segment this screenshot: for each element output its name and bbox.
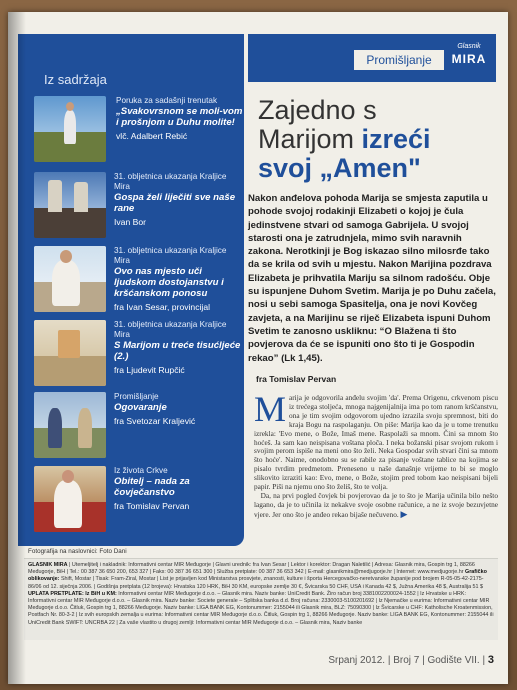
contents-item[interactable] bbox=[34, 320, 244, 390]
article-title bbox=[258, 96, 498, 183]
item-kicker: 31. obljetnica ukazanja Kraljice Mira bbox=[114, 320, 227, 339]
logo-small-text: Glasnik bbox=[457, 43, 481, 50]
item-kicker: 31. obljetnica ukazanja Kraljice Mira bbox=[114, 246, 227, 265]
body-paragraph-2: Da, na prvi pogled čovjek bi povjerovao da je to što je Marija učinila bilo nešto lagano, da je to učinila iz nekakve svoje osobne računice, a ne iz svoje bezuvjetne vjere. Jer ono što je anđeo rekao bijaše nečuveno. bbox=[254, 490, 498, 519]
item-headline: „Svakovrsnom se moli-vom i prošnjom u Duhu molite! bbox=[116, 106, 243, 128]
thumbnail-image bbox=[34, 246, 106, 312]
colophon-label-2: Grafičko oblikovanje: bbox=[28, 569, 487, 583]
page-footer bbox=[328, 654, 494, 666]
item-author: vlč. Adalbert Rebić bbox=[116, 131, 188, 141]
item-headline: Ovo nas mjesto uči ljudskom dostojanstvu i kršćanskom ponosu bbox=[114, 266, 224, 299]
colophon-label-1: GLASNIK MIRA bbox=[28, 562, 68, 568]
continue-arrow-icon: ▶ bbox=[400, 508, 408, 519]
item-kicker: Promišljanje bbox=[114, 392, 159, 401]
item-author: fra Ivan Sesar, provincijal bbox=[114, 302, 211, 312]
section-header bbox=[248, 34, 496, 82]
logo-big-text: MIRA bbox=[451, 52, 487, 66]
drop-cap: M bbox=[254, 389, 287, 429]
item-kicker: 31. obljetnica ukazanja Kraljice Mira bbox=[114, 172, 227, 191]
item-author: fra Ljudevit Rupčić bbox=[114, 365, 185, 375]
contents-item[interactable] bbox=[34, 172, 244, 242]
item-headline: Ogovaranje bbox=[114, 402, 167, 413]
item-author: fra Tomislav Pervan bbox=[114, 501, 190, 511]
page-number: 3 bbox=[487, 654, 494, 666]
title-line-3-accent: svoj „Amen" bbox=[258, 153, 421, 183]
thumbnail-image bbox=[34, 320, 106, 386]
magazine-logo bbox=[448, 42, 490, 72]
title-line-1: Zajedno s bbox=[258, 95, 377, 125]
item-headline: Obitelj – nada za čovječanstvo bbox=[114, 476, 190, 498]
item-headline: Gospa želi liječiti sve naše rane bbox=[114, 192, 236, 214]
item-author: fra Svetozar Kraljević bbox=[114, 416, 196, 426]
contents-item[interactable] bbox=[34, 246, 244, 316]
thumbnail-image bbox=[34, 172, 106, 238]
article-byline: fra Tomislav Pervan bbox=[256, 374, 337, 384]
colophon-text-1: | Utemeljitelj i nakladnik: Informativni centar MIR Međugorje | Glavni urednik: fra Ivan Sesar | Lektor i korektor: Dragan Naletilić | Adresa: Glasnik mira, Gospin trg 1, 88266 Međugorje, BiH | Tel.: 00 387 36 650 200, 653 327 | Faks: 00 387 36 651 300 | Služba pretplate: 00 387 36 653 342 | E-mail: glasnikmira@medjugorje.hr | Internet: www.medjugorje.hr bbox=[28, 562, 475, 576]
contents-sidebar bbox=[18, 34, 244, 546]
item-kicker: Poruka za sadašnji trenutak bbox=[116, 96, 218, 105]
section-label: Promišljanje bbox=[354, 50, 444, 70]
title-line-2-accent: izreći bbox=[361, 124, 431, 154]
contents-item[interactable] bbox=[34, 392, 244, 462]
article-lead: Nakon anđelova pohoda Marija se smjesta zaputila u pohode svojoj rodakinji Elizabeti o kojoj je čula jedinstvene stvari od samoga Gabrijela. U svojoj starosti ona je zatrudnjela, mimo svih naravnih zakona. Nerotkinji je Bog iskazao silno milosrđe tako da se krila od svih u mjestu. Nakon Marijina pozdrava Elizabeta je prihvatila Mariju sa silnom radošću. Obje su ispunjene Duhom Svetim. Marija je po Duhu začela, nosi u sebi samoga Spasitelja, ona je novi Kovčeg zavjeta, a na Marijinu se riječ Elizabeta ispuni Duhom Svetim te zanosno uskliknu: “O Blažena ti što povjerova da će se ispuniti ono što ti je Gospodin rekao” (Lk 1,45). bbox=[248, 193, 496, 364]
item-author: Ivan Bor bbox=[114, 217, 147, 227]
body-paragraph-1: arija je odgovorila anđelu svojim 'da'. Prema Origenu, crkvenom piscu iz trećega stoljeća, mnoga najgenijalnija ima po tom ranom kršćanstvu, ona je tim svojim odgovorom ujedno izrazila svoju spremnost, biti do kraja Bogu na raspolaganju. On piše: Marija kao da je u tome trenutku izrekla: 'Evo mene, o Bože, Imaš mene. Raspolaži sa mnom. Čini sa mnom što hoćeš. Ja sam kao neispisana voštana ploča. I neka božanski pisar svojom rukom i svojim perom ispiše na meni ono što želi. Neka Gospodar svih stvari čini sa mnom što hoće'. Naime, onodobno su se rabile za pisanje voštane tablice na kojima se pisalo tvrdim predmetom. Preneseno u naše današnje vrijeme to bi se moglo slikovito izraziti kao: Evo, mene, o Bože, stojim pred tobom kao neispisani bijeli papir. Piši na njemu ono što želiš, što te volja. bbox=[254, 393, 498, 492]
thumbnail-image bbox=[34, 392, 106, 458]
colophon-text-2: Shift, Mostar | Tisak: Fram-Ziral, Mostar | List je prijavljen kod Ministarstva prosvjete, znanosti, kulture i športa Hercegovačko-neretvanske županije pod brojem R-05-05-42-2175-86/06 od 12. siječnja 2006. | Godišnja pretplata (12 brojeva): Hrvatska 120 HRK, BiH 30 KM, europske zemlje 30 €, Švicarska 50 CHF, USA i Kanada 42 $, Južna Amerika 48 $, Australija 51 $ bbox=[28, 576, 484, 590]
contents-title: Iz sadržaja bbox=[44, 72, 107, 87]
colophon-label-3: UPLATA PRETPLATE: Iz BiH u KM: bbox=[28, 590, 117, 597]
item-headline: S Marijom u treće tisućljeće (2.) bbox=[114, 340, 241, 362]
magazine-page bbox=[8, 12, 508, 684]
photo-credit: Fotografija na naslovnici: Foto Dani bbox=[28, 548, 127, 555]
contents-item[interactable] bbox=[34, 466, 244, 536]
contents-item[interactable] bbox=[34, 96, 244, 166]
spine-shadow bbox=[8, 12, 26, 684]
issue-info: Srpanj 2012. | Broj 7 | Godište VII. | bbox=[328, 655, 486, 666]
colophon-text-3: Informativni centar MIR Međugorje d.o.o. – Glasnik mira. Naziv banke: UniCredit Bank. Žiro račun broj 3381002200024-1552 | Iz Hrvatske u HRK: Informativni centar MIR Međugorje d.o.o. – Glasnik mira. Naziv banke: Societe generale – Splitska banka d.d. Broj računa: 2330003-5100201692 | Iz Njemačke u eurima: Informativni centar MIR Međugorje d.o.o. Čitluk, Gospin trg 1, 88266 Međugorje. Naziv banke: LIGA BANK EG, Kontonummer: 2155044 ili Glasnik mira, BLZ: 75090300 | Iz Švicarske u CHF: Katholische Kroatenmission, Postfach Nr. 80-3-2 | Iz svih europskih zemalja u eurima: Informativni centar MIR Međugorje d.o.o. Čitluk, Gospin trg 1, 88266 Međugorje. Naziv banke: LIGA BANK EG, Kontonummer: 2155044 ili UniCredit Bank SWIFT: UNCRBA 22 | Za vaše vlastito u drugoj zemlji: Informativni centar MIR Međugorje d.o.o. – Glasnik mira, Naziv banke bbox=[28, 590, 494, 626]
thumbnail-image bbox=[34, 466, 106, 532]
colophon bbox=[24, 558, 498, 640]
title-line-2-plain: Marijom bbox=[258, 124, 362, 154]
item-kicker: Iz života Crkve bbox=[114, 466, 168, 475]
article-body bbox=[254, 389, 498, 520]
thumbnail-image bbox=[34, 96, 106, 162]
